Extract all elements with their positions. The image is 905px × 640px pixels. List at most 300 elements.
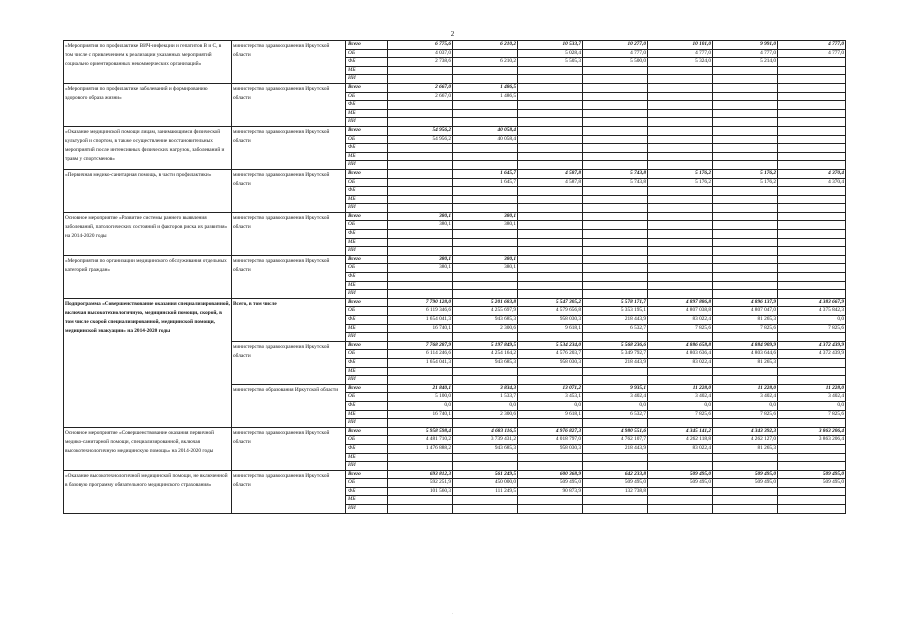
amount-cell: 5 534 234,0 <box>518 341 583 350</box>
amount-cell <box>388 118 453 127</box>
amount-cell <box>453 49 518 58</box>
amount-cell: 509 495,0 <box>713 470 778 479</box>
amount-cell: 2 667,0 <box>388 92 453 101</box>
amount-cell <box>453 290 518 299</box>
amount-cell: 54 956,2 <box>388 135 453 144</box>
amount-cell <box>518 505 583 514</box>
amount-cell: 83 022,4 <box>648 358 713 367</box>
amount-cell <box>778 66 846 75</box>
funding-source-cell: ИИ <box>346 376 388 385</box>
amount-cell: 4 683 116,5 <box>453 427 518 436</box>
amount-cell: 4 980 551,6 <box>583 427 648 436</box>
amount-cell: 81 265,3 <box>713 316 778 325</box>
amount-cell <box>648 118 713 127</box>
executor-cell: министерство здравоохранения Иркутской области <box>232 255 346 298</box>
amount-cell: 4 807 038,8 <box>648 307 713 316</box>
funding-source-cell: ФБ <box>346 401 388 410</box>
amount-cell <box>713 496 778 505</box>
amount-cell: 4 777,0 <box>778 49 846 58</box>
amount-cell: 509 495,0 <box>583 479 648 488</box>
amount-cell <box>583 109 648 118</box>
amount-cell: 0,0 <box>583 401 648 410</box>
amount-cell <box>778 195 846 204</box>
amount-cell <box>583 264 648 273</box>
table-row <box>64 298 846 307</box>
amount-cell: 7 825,6 <box>778 410 846 419</box>
amount-cell <box>778 376 846 385</box>
executor-cell: министерство здравоохранения Иркутской области <box>232 83 346 126</box>
amount-cell <box>778 273 846 282</box>
amount-cell <box>388 367 453 376</box>
amount-cell <box>778 367 846 376</box>
amount-cell: 6 114 246,6 <box>388 350 453 359</box>
amount-cell <box>453 505 518 514</box>
amount-cell: 40 058,4 <box>453 126 518 135</box>
amount-cell: 0,0 <box>778 401 846 410</box>
amount-cell <box>388 333 453 342</box>
amount-cell: 5 743,8 <box>583 178 648 187</box>
amount-cell <box>778 453 846 462</box>
funding-source-cell: Всего <box>346 212 388 221</box>
amount-cell: 10 277,0 <box>583 41 648 50</box>
amount-cell: 4 897 886,8 <box>648 298 713 307</box>
amount-cell: 4 262 118,8 <box>648 436 713 445</box>
amount-cell <box>648 273 713 282</box>
amount-cell: 4 587,8 <box>518 169 583 178</box>
amount-cell: 4 254 164,2 <box>453 350 518 359</box>
amount-cell: 4 037,0 <box>388 49 453 58</box>
amount-cell <box>388 462 453 471</box>
amount-cell <box>778 109 846 118</box>
amount-cell: 4 579 656,8 <box>518 307 583 316</box>
amount-cell: 380,1 <box>388 255 453 264</box>
measure-name-cell: «Мероприятия по организации медицинского обслуживания отдельных категорий граждан» <box>64 255 232 298</box>
funding-source-cell: ФБ <box>346 144 388 153</box>
measure-name-cell: «Оказание высокотехнологичной медицинской помощи, не включенной в базовую программу обязательного медицинского страхования» <box>64 470 232 513</box>
measure-name-cell: «Оказание медицинской помощи лицам, занимающимся физической культурой и спортом, в также осуществление восстановительных мероприятий после интенсивных физических нагрузок, заболеваний и травм у спортсменов» <box>64 126 232 169</box>
amount-cell: 943 685,3 <box>453 316 518 325</box>
amount-cell <box>453 376 518 385</box>
funding-source-cell: МБ <box>346 410 388 419</box>
amount-cell <box>778 230 846 239</box>
funding-source-cell: Всего <box>346 341 388 350</box>
amount-cell <box>453 247 518 256</box>
amount-cell: 592 251,9 <box>388 479 453 488</box>
amount-cell <box>648 419 713 428</box>
funding-source-cell: ОБ <box>346 264 388 273</box>
amount-cell <box>778 238 846 247</box>
amount-cell: 4 587,8 <box>518 178 583 187</box>
amount-cell: 3 402,4 <box>778 393 846 402</box>
amount-cell <box>453 230 518 239</box>
funding-source-cell: ИИ <box>346 161 388 170</box>
executor-cell: министерство здравоохранения Иркутской области <box>232 341 346 384</box>
amount-cell <box>713 135 778 144</box>
measure-name-cell: «Первичная медико-санитарная помощь, в части профилактики» <box>64 169 232 212</box>
amount-cell: 0,0 <box>453 401 518 410</box>
amount-cell <box>518 230 583 239</box>
amount-cell <box>583 75 648 84</box>
amount-cell <box>778 462 846 471</box>
amount-cell <box>648 135 713 144</box>
amount-cell <box>713 487 778 496</box>
amount-cell: 10 533,7 <box>518 41 583 50</box>
funding-source-cell: ФБ <box>346 273 388 282</box>
amount-cell <box>388 238 453 247</box>
amount-cell <box>778 126 846 135</box>
amount-cell: 13 071,2 <box>518 384 583 393</box>
table-row <box>64 212 846 221</box>
amount-cell <box>518 195 583 204</box>
amount-cell <box>518 83 583 92</box>
amount-cell: 5 958 598,4 <box>388 427 453 436</box>
amount-cell <box>713 92 778 101</box>
amount-cell: 4 375 842,3 <box>778 307 846 316</box>
amount-cell <box>453 195 518 204</box>
amount-cell: 4 383 667,9 <box>778 298 846 307</box>
amount-cell: 6 532,7 <box>583 410 648 419</box>
amount-cell <box>388 75 453 84</box>
amount-cell <box>648 109 713 118</box>
amount-cell: 509 495,0 <box>518 479 583 488</box>
amount-cell: 4 255 697,9 <box>453 307 518 316</box>
amount-cell <box>583 66 648 75</box>
amount-cell: 4 481 710,2 <box>388 436 453 445</box>
amount-cell: 7 825,6 <box>648 410 713 419</box>
funding-source-cell: МБ <box>346 238 388 247</box>
funding-source-cell: ИИ <box>346 118 388 127</box>
amount-cell <box>583 204 648 213</box>
amount-cell: 380,1 <box>453 221 518 230</box>
amount-cell: 450 000,0 <box>453 479 518 488</box>
amount-cell <box>713 238 778 247</box>
amount-cell: 5 505,3 <box>518 58 583 67</box>
table-row <box>64 427 846 436</box>
amount-cell: 5 353 195,1 <box>583 307 648 316</box>
amount-cell: 509 495,0 <box>648 470 713 479</box>
amount-cell <box>583 333 648 342</box>
table-row <box>64 169 846 178</box>
funding-source-cell: ИИ <box>346 333 388 342</box>
amount-cell <box>583 212 648 221</box>
amount-cell <box>778 419 846 428</box>
amount-cell <box>713 101 778 110</box>
amount-cell: 4 976 827,3 <box>518 427 583 436</box>
amount-cell <box>648 212 713 221</box>
amount-cell <box>583 505 648 514</box>
amount-cell <box>778 92 846 101</box>
amount-cell <box>713 66 778 75</box>
amount-cell <box>388 195 453 204</box>
amount-cell: 5 028,4 <box>518 49 583 58</box>
funding-source-cell: ИИ <box>346 462 388 471</box>
amount-cell: 4 345 141,2 <box>648 427 713 436</box>
amount-cell <box>713 212 778 221</box>
amount-cell <box>583 152 648 161</box>
amount-cell <box>388 376 453 385</box>
amount-cell: 83 022,4 <box>648 444 713 453</box>
amount-cell: 6 775,6 <box>388 41 453 50</box>
amount-cell: 4 884 909,9 <box>713 341 778 350</box>
funding-source-cell: Всего <box>346 169 388 178</box>
amount-cell <box>583 453 648 462</box>
funding-source-cell: ОБ <box>346 135 388 144</box>
amount-cell: 5 547 305,2 <box>518 298 583 307</box>
amount-cell <box>713 505 778 514</box>
amount-cell: 600 368,9 <box>518 470 583 479</box>
amount-cell: 0,0 <box>648 401 713 410</box>
amount-cell: 54 956,2 <box>388 126 453 135</box>
amount-cell <box>518 281 583 290</box>
amount-cell <box>778 83 846 92</box>
amount-cell: 958 030,3 <box>518 316 583 325</box>
table-row <box>64 83 846 92</box>
amount-cell: 5 176,2 <box>713 169 778 178</box>
amount-cell: 4 803 636,4 <box>648 350 713 359</box>
amount-cell <box>648 462 713 471</box>
amount-cell <box>518 496 583 505</box>
amount-cell <box>648 290 713 299</box>
amount-cell <box>453 144 518 153</box>
amount-cell <box>648 281 713 290</box>
amount-cell <box>453 273 518 282</box>
funding-source-cell: ИИ <box>346 247 388 256</box>
amount-cell: 380,1 <box>388 221 453 230</box>
amount-cell: 21 840,1 <box>388 384 453 393</box>
amount-cell <box>713 333 778 342</box>
amount-cell <box>778 264 846 273</box>
table-row <box>64 470 846 479</box>
amount-cell <box>648 238 713 247</box>
funding-source-cell: ФБ <box>346 316 388 325</box>
amount-cell: 81 265,3 <box>713 358 778 367</box>
measure-name-cell: Основное мероприятие «Развитие системы раннего выявления заболеваний, патологических состояний и факторов риска их развития» на 2014-2020 годы <box>64 212 232 255</box>
amount-cell: 10 101,0 <box>648 41 713 50</box>
amount-cell: 4 777,0 <box>648 49 713 58</box>
amount-cell <box>518 419 583 428</box>
amount-cell <box>388 169 453 178</box>
footer-mark: · <box>451 612 454 617</box>
funding-source-cell: ФБ <box>346 487 388 496</box>
amount-cell <box>778 358 846 367</box>
amount-cell: 1 654 041,3 <box>388 316 453 325</box>
amount-cell: 7 825,6 <box>713 324 778 333</box>
amount-cell <box>583 281 648 290</box>
amount-cell <box>388 152 453 161</box>
amount-cell: 5 578 171,7 <box>583 298 648 307</box>
funding-source-cell: ОБ <box>346 49 388 58</box>
amount-cell: 7 768 287,9 <box>388 341 453 350</box>
amount-cell <box>778 496 846 505</box>
amount-cell <box>713 187 778 196</box>
amount-cell <box>583 367 648 376</box>
amount-cell <box>778 290 846 299</box>
amount-cell: 9 991,0 <box>713 41 778 50</box>
amount-cell <box>713 221 778 230</box>
amount-cell <box>583 273 648 282</box>
amount-cell: 218 443,9 <box>583 316 648 325</box>
amount-cell: 380,1 <box>453 255 518 264</box>
amount-cell: 4 018 797,0 <box>518 436 583 445</box>
amount-cell: 3 402,4 <box>648 393 713 402</box>
amount-cell: 11 228,0 <box>648 384 713 393</box>
amount-cell <box>713 462 778 471</box>
amount-cell <box>518 221 583 230</box>
amount-cell: 4 803 644,6 <box>713 350 778 359</box>
amount-cell <box>778 135 846 144</box>
amount-cell <box>778 101 846 110</box>
amount-cell: 943 685,3 <box>453 444 518 453</box>
amount-cell: 1 654 041,3 <box>388 358 453 367</box>
amount-cell <box>713 126 778 135</box>
funding-source-cell: Всего <box>346 41 388 50</box>
measure-name-cell: «Мероприятия по профилактике заболеваний и формированию здорового образа жизни» <box>64 83 232 126</box>
amount-cell <box>713 247 778 256</box>
measure-name-cell: «Мероприятия по профилактике ВИЧ-инфекции и гепатитов В и С, в том числе с привлечением к реализации указанных мероприятий социально ориентированных некоммерческих организаций» <box>64 41 232 84</box>
amount-cell: 11 228,0 <box>713 384 778 393</box>
amount-cell <box>518 204 583 213</box>
amount-cell <box>713 273 778 282</box>
amount-cell <box>518 247 583 256</box>
amount-cell: 5 176,2 <box>648 178 713 187</box>
amount-cell <box>648 161 713 170</box>
amount-cell <box>778 333 846 342</box>
amount-cell: 16 740,1 <box>388 324 453 333</box>
amount-cell <box>388 496 453 505</box>
funding-source-cell: Всего <box>346 126 388 135</box>
amount-cell: 2 667,0 <box>388 83 453 92</box>
amount-cell: 4 262 127,0 <box>713 436 778 445</box>
funding-source-cell: ОБ <box>346 479 388 488</box>
executor-cell: министерство здравоохранения Иркутской области <box>232 212 346 255</box>
amount-cell <box>648 230 713 239</box>
amount-cell: 7 825,6 <box>778 324 846 333</box>
amount-cell: 0,0 <box>518 401 583 410</box>
amount-cell <box>453 118 518 127</box>
amount-cell <box>518 333 583 342</box>
amount-cell: 380,1 <box>453 212 518 221</box>
amount-cell: 561 249,5 <box>453 470 518 479</box>
amount-cell <box>453 238 518 247</box>
amount-cell <box>713 118 778 127</box>
amount-cell <box>583 230 648 239</box>
amount-cell: 11 228,0 <box>778 384 846 393</box>
amount-cell <box>648 264 713 273</box>
amount-cell <box>583 92 648 101</box>
amount-cell <box>388 273 453 282</box>
executor-cell: министерство образования Иркутской области <box>232 384 346 427</box>
funding-source-cell: МБ <box>346 152 388 161</box>
amount-cell <box>583 247 648 256</box>
amount-cell <box>518 101 583 110</box>
funding-source-cell: МБ <box>346 496 388 505</box>
amount-cell: 81 265,3 <box>713 444 778 453</box>
funding-source-cell: ИИ <box>346 75 388 84</box>
amount-cell: 509 495,0 <box>778 470 846 479</box>
funding-source-cell: ФБ <box>346 444 388 453</box>
amount-cell <box>583 126 648 135</box>
amount-cell <box>713 152 778 161</box>
amount-cell: 3 453,1 <box>518 393 583 402</box>
amount-cell <box>648 204 713 213</box>
amount-cell <box>518 264 583 273</box>
amount-cell <box>388 281 453 290</box>
amount-cell <box>648 333 713 342</box>
amount-cell: 6 119 346,6 <box>388 307 453 316</box>
amount-cell <box>453 419 518 428</box>
table-row <box>64 126 846 135</box>
amount-cell <box>713 419 778 428</box>
executor-cell: Всего, в том числе <box>232 298 346 341</box>
amount-cell <box>453 496 518 505</box>
amount-cell: 4 762 107,7 <box>583 436 648 445</box>
amount-cell: 6 532,7 <box>583 324 648 333</box>
amount-cell: 3 739 431,2 <box>453 436 518 445</box>
funding-source-cell: МБ <box>346 195 388 204</box>
amount-cell: 16 740,1 <box>388 410 453 419</box>
amount-cell: 5 214,0 <box>713 58 778 67</box>
amount-cell: 0,0 <box>388 401 453 410</box>
amount-cell: 4 576 203,7 <box>518 350 583 359</box>
amount-cell: 1 645,7 <box>453 169 518 178</box>
amount-cell <box>518 66 583 75</box>
amount-cell <box>583 135 648 144</box>
amount-cell <box>518 255 583 264</box>
executor-cell: министерство здравоохранения Иркутской области <box>232 470 346 513</box>
amount-cell <box>453 161 518 170</box>
amount-cell <box>453 333 518 342</box>
amount-cell <box>583 83 648 92</box>
amount-cell: 1 533,7 <box>453 393 518 402</box>
amount-cell: 509 495,0 <box>778 479 846 488</box>
amount-cell <box>583 255 648 264</box>
table-row <box>64 41 846 50</box>
amount-cell: 3 402,4 <box>713 393 778 402</box>
amount-cell <box>648 92 713 101</box>
amount-cell <box>713 453 778 462</box>
amount-cell <box>583 101 648 110</box>
amount-cell <box>388 204 453 213</box>
funding-source-cell: МБ <box>346 324 388 333</box>
amount-cell <box>583 195 648 204</box>
amount-cell: 83 022,4 <box>648 316 713 325</box>
amount-cell <box>388 178 453 187</box>
amount-cell <box>388 187 453 196</box>
amount-cell: 4 343 392,3 <box>713 427 778 436</box>
amount-cell <box>388 419 453 428</box>
amount-cell <box>713 264 778 273</box>
amount-cell <box>778 255 846 264</box>
funding-source-cell: ФБ <box>346 230 388 239</box>
amount-cell: 4 777,0 <box>583 49 648 58</box>
amount-cell <box>778 204 846 213</box>
amount-cell <box>778 281 846 290</box>
amount-cell <box>518 135 583 144</box>
amount-cell: 380,1 <box>453 264 518 273</box>
amount-cell: 2 300,6 <box>453 410 518 419</box>
funding-source-cell: Всего <box>346 427 388 436</box>
amount-cell <box>648 221 713 230</box>
amount-cell: 7 825,6 <box>713 410 778 419</box>
amount-cell <box>648 496 713 505</box>
amount-cell: 4 372 439,9 <box>778 341 846 350</box>
amount-cell <box>648 376 713 385</box>
amount-cell <box>453 75 518 84</box>
funding-source-cell: Всего <box>346 83 388 92</box>
amount-cell <box>518 92 583 101</box>
amount-cell: 509 495,0 <box>648 479 713 488</box>
amount-cell <box>713 144 778 153</box>
